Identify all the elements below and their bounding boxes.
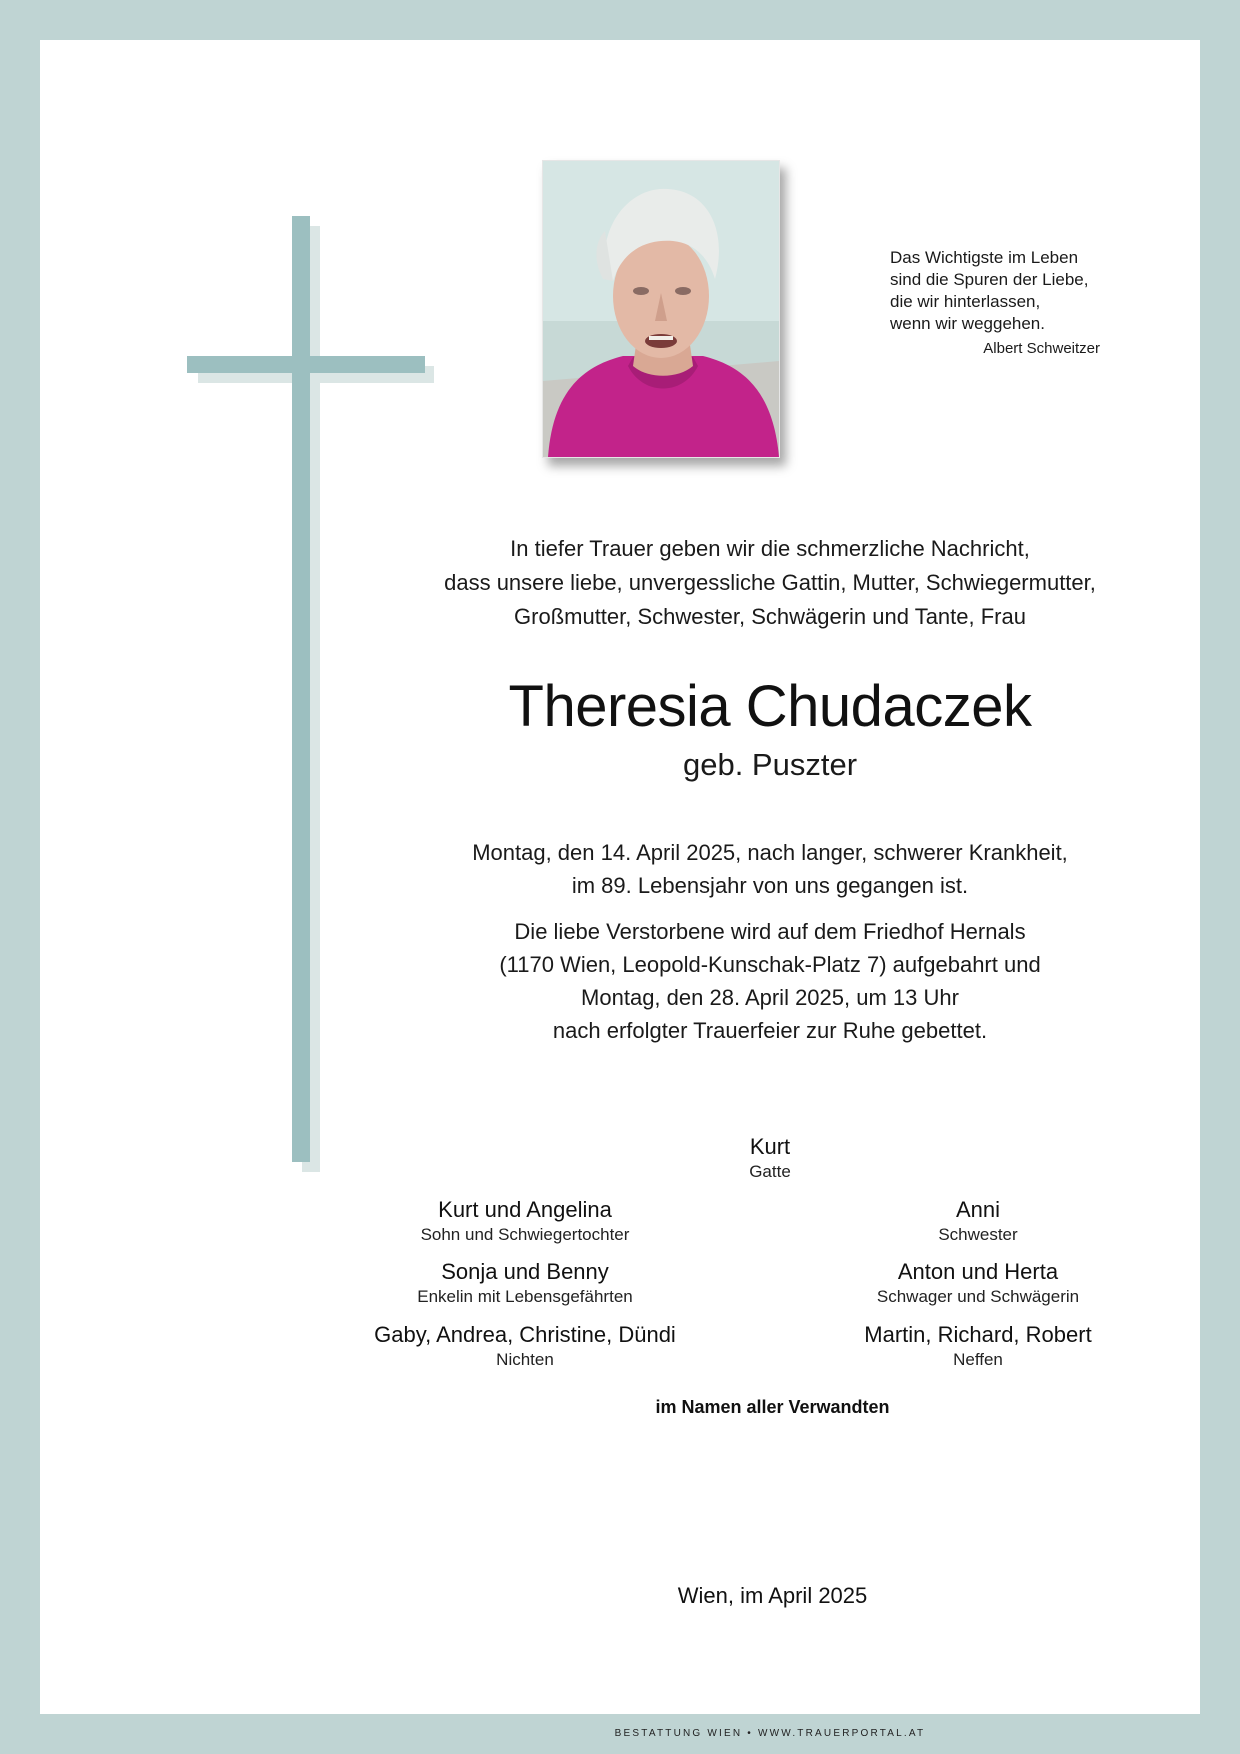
mourner-right-2 <box>798 1258 1158 1308</box>
funeral-line: Die liebe Verstorbene wird auf dem Friedhof Hernals <box>514 919 1026 944</box>
death-line: Montag, den 14. April 2025, nach langer, schwerer Krankheit, <box>472 840 1068 865</box>
mourner-left-2 <box>345 1258 705 1308</box>
deceased-name: Theresia Chudaczek <box>508 674 1032 739</box>
place-and-date: Wien, im April 2025 <box>677 1583 868 1608</box>
mourner-name: Kurt <box>749 1134 791 1159</box>
footer-imprint: BESTATTUNG WIEN • WWW.TRAUERPORTAL.AT <box>614 1728 926 1739</box>
maiden-name: geb. Puszter <box>682 747 858 782</box>
mourner-right-1 <box>798 1196 1158 1246</box>
portrait-photo <box>542 160 780 458</box>
mourner-name: Sonja und Benny <box>441 1259 609 1284</box>
mourner-left-3 <box>345 1321 705 1371</box>
quote-author: Albert Schweitzer <box>983 340 1100 357</box>
announcement-text <box>395 532 1145 634</box>
quote-line: sind die Spuren der Liebe, <box>890 270 1089 289</box>
mourner-right-3 <box>798 1321 1158 1371</box>
mourner-name: Anni <box>955 1197 1001 1222</box>
quote-line: wenn wir weggehen. <box>890 314 1045 333</box>
funeral-line: Montag, den 28. April 2025, um 13 Uhr <box>581 985 959 1010</box>
funeral-details <box>395 915 1145 1047</box>
mourner-relation: Schwager und Schwägerin <box>876 1287 1080 1306</box>
cross-horizontal-beam <box>187 356 425 373</box>
mourner-relation: Neffen <box>953 1350 1003 1369</box>
memorial-quote <box>890 247 1130 335</box>
announcement-line: In tiefer Trauer geben wir die schmerzliche Nachricht, <box>510 536 1030 561</box>
announcement-line: dass unsere liebe, unvergessliche Gattin, Mutter, Schwiegermutter, <box>444 570 1096 595</box>
mourner-relation: Enkelin mit Lebensgefährten <box>417 1287 633 1306</box>
quote-line: Das Wichtigste im Leben <box>890 248 1079 267</box>
mourner-left-1 <box>345 1196 705 1246</box>
obituary-card <box>40 40 1200 1739</box>
funeral-line: (1170 Wien, Leopold-Kunschak-Platz 7) aufgebahrt und <box>499 952 1041 977</box>
mourner-name: Gaby, Andrea, Christine, Dündi <box>374 1322 676 1347</box>
mourner-name: Martin, Richard, Robert <box>864 1322 1092 1347</box>
mourner-relation: Sohn und Schwiegertochter <box>420 1225 630 1244</box>
mourner-name: Kurt und Angelina <box>438 1197 612 1222</box>
mourner-relation: Schwester <box>938 1225 1018 1244</box>
death-line: im 89. Lebensjahr von uns gegangen ist. <box>571 873 969 898</box>
on-behalf-line: im Namen aller Verwandten <box>655 1397 890 1417</box>
announcement-line: Großmutter, Schwester, Schwägerin und Tante, Frau <box>514 604 1026 629</box>
funeral-line: nach erfolgter Trauerfeier zur Ruhe gebettet. <box>552 1018 988 1043</box>
mourner-relation: Nichten <box>496 1350 554 1369</box>
death-details <box>395 836 1145 902</box>
mourner-relation: Gatte <box>749 1162 791 1181</box>
quote-line: die wir hinterlassen, <box>890 292 1041 311</box>
mourner-spouse <box>590 1133 950 1183</box>
mourner-name: Anton und Herta <box>897 1259 1059 1284</box>
